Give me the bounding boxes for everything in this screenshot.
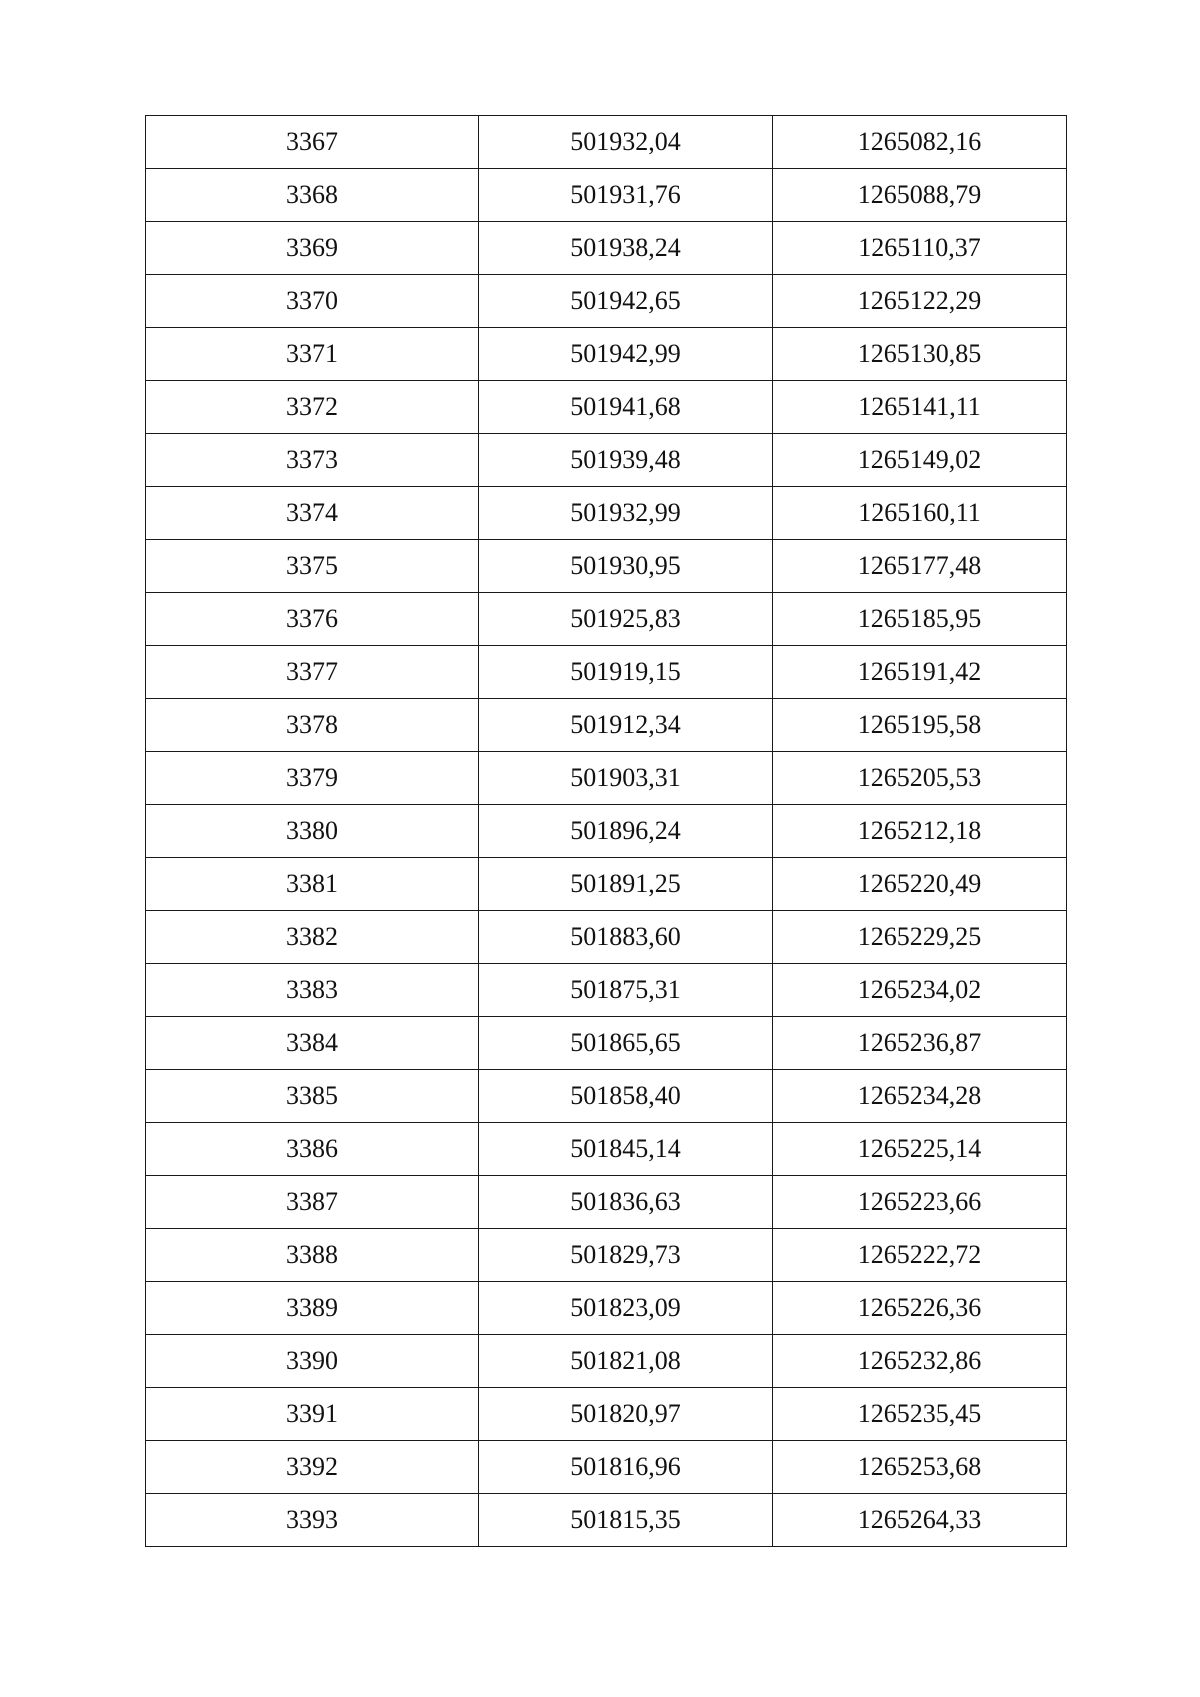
table-row xyxy=(146,1229,1067,1282)
x-coordinate-cell: 501925,83 xyxy=(479,593,773,646)
y-coordinate-cell: 1265149,02 xyxy=(773,434,1067,487)
table-row xyxy=(146,1070,1067,1123)
point-number-cell: 3376 xyxy=(146,593,479,646)
y-coordinate-cell: 1265177,48 xyxy=(773,540,1067,593)
x-coordinate-cell: 501821,08 xyxy=(479,1335,773,1388)
y-coordinate-cell: 1265141,11 xyxy=(773,381,1067,434)
table-row xyxy=(146,964,1067,1017)
table-row xyxy=(146,1017,1067,1070)
table-row xyxy=(146,752,1067,805)
y-coordinate-cell: 1265130,85 xyxy=(773,328,1067,381)
y-coordinate-cell: 1265220,49 xyxy=(773,858,1067,911)
y-coordinate-cell: 1265253,68 xyxy=(773,1441,1067,1494)
point-number-cell: 3385 xyxy=(146,1070,479,1123)
x-coordinate-cell: 501875,31 xyxy=(479,964,773,1017)
x-coordinate-cell: 501932,99 xyxy=(479,487,773,540)
point-number-cell: 3386 xyxy=(146,1123,479,1176)
table-row xyxy=(146,540,1067,593)
table-row xyxy=(146,911,1067,964)
y-coordinate-cell: 1265264,33 xyxy=(773,1494,1067,1547)
x-coordinate-cell: 501931,76 xyxy=(479,169,773,222)
point-number-cell: 3389 xyxy=(146,1282,479,1335)
point-number-cell: 3368 xyxy=(146,169,479,222)
table-row xyxy=(146,1441,1067,1494)
x-coordinate-cell: 501903,31 xyxy=(479,752,773,805)
table-row xyxy=(146,1123,1067,1176)
table-row xyxy=(146,487,1067,540)
x-coordinate-cell: 501919,15 xyxy=(479,646,773,699)
point-number-cell: 3375 xyxy=(146,540,479,593)
point-number-cell: 3380 xyxy=(146,805,479,858)
y-coordinate-cell: 1265160,11 xyxy=(773,487,1067,540)
point-number-cell: 3381 xyxy=(146,858,479,911)
x-coordinate-cell: 501815,35 xyxy=(479,1494,773,1547)
point-number-cell: 3388 xyxy=(146,1229,479,1282)
table-row xyxy=(146,858,1067,911)
y-coordinate-cell: 1265222,72 xyxy=(773,1229,1067,1282)
table-row xyxy=(146,275,1067,328)
point-number-cell: 3369 xyxy=(146,222,479,275)
y-coordinate-cell: 1265185,95 xyxy=(773,593,1067,646)
x-coordinate-cell: 501823,09 xyxy=(479,1282,773,1335)
table-row xyxy=(146,646,1067,699)
table-row xyxy=(146,381,1067,434)
point-number-cell: 3392 xyxy=(146,1441,479,1494)
y-coordinate-cell: 1265088,79 xyxy=(773,169,1067,222)
x-coordinate-cell: 501912,34 xyxy=(479,699,773,752)
table-row xyxy=(146,1494,1067,1547)
y-coordinate-cell: 1265229,25 xyxy=(773,911,1067,964)
x-coordinate-cell: 501932,04 xyxy=(479,116,773,169)
x-coordinate-cell: 501836,63 xyxy=(479,1176,773,1229)
x-coordinate-cell: 501942,99 xyxy=(479,328,773,381)
y-coordinate-cell: 1265195,58 xyxy=(773,699,1067,752)
y-coordinate-cell: 1265234,02 xyxy=(773,964,1067,1017)
point-number-cell: 3371 xyxy=(146,328,479,381)
y-coordinate-cell: 1265223,66 xyxy=(773,1176,1067,1229)
y-coordinate-cell: 1265232,86 xyxy=(773,1335,1067,1388)
point-number-cell: 3387 xyxy=(146,1176,479,1229)
y-coordinate-cell: 1265212,18 xyxy=(773,805,1067,858)
point-number-cell: 3379 xyxy=(146,752,479,805)
table-row xyxy=(146,1176,1067,1229)
table-row xyxy=(146,699,1067,752)
y-coordinate-cell: 1265226,36 xyxy=(773,1282,1067,1335)
point-number-cell: 3393 xyxy=(146,1494,479,1547)
point-number-cell: 3382 xyxy=(146,911,479,964)
point-number-cell: 3367 xyxy=(146,116,479,169)
x-coordinate-cell: 501939,48 xyxy=(479,434,773,487)
point-number-cell: 3374 xyxy=(146,487,479,540)
point-number-cell: 3370 xyxy=(146,275,479,328)
point-number-cell: 3373 xyxy=(146,434,479,487)
x-coordinate-cell: 501829,73 xyxy=(479,1229,773,1282)
y-coordinate-cell: 1265191,42 xyxy=(773,646,1067,699)
table-row xyxy=(146,222,1067,275)
y-coordinate-cell: 1265225,14 xyxy=(773,1123,1067,1176)
x-coordinate-cell: 501941,68 xyxy=(479,381,773,434)
x-coordinate-cell: 501942,65 xyxy=(479,275,773,328)
table-row xyxy=(146,1335,1067,1388)
y-coordinate-cell: 1265110,37 xyxy=(773,222,1067,275)
x-coordinate-cell: 501858,40 xyxy=(479,1070,773,1123)
point-number-cell: 3384 xyxy=(146,1017,479,1070)
table-row xyxy=(146,1388,1067,1441)
point-number-cell: 3390 xyxy=(146,1335,479,1388)
y-coordinate-cell: 1265235,45 xyxy=(773,1388,1067,1441)
point-number-cell: 3378 xyxy=(146,699,479,752)
coordinates-table-body xyxy=(146,116,1067,1547)
table-row xyxy=(146,116,1067,169)
table-row xyxy=(146,1282,1067,1335)
table-row xyxy=(146,434,1067,487)
y-coordinate-cell: 1265236,87 xyxy=(773,1017,1067,1070)
y-coordinate-cell: 1265234,28 xyxy=(773,1070,1067,1123)
x-coordinate-cell: 501845,14 xyxy=(479,1123,773,1176)
y-coordinate-cell: 1265122,29 xyxy=(773,275,1067,328)
table-row xyxy=(146,593,1067,646)
y-coordinate-cell: 1265082,16 xyxy=(773,116,1067,169)
x-coordinate-cell: 501883,60 xyxy=(479,911,773,964)
table-row xyxy=(146,328,1067,381)
point-number-cell: 3377 xyxy=(146,646,479,699)
x-coordinate-cell: 501820,97 xyxy=(479,1388,773,1441)
x-coordinate-cell: 501816,96 xyxy=(479,1441,773,1494)
x-coordinate-cell: 501865,65 xyxy=(479,1017,773,1070)
coordinates-table xyxy=(145,115,1067,1547)
x-coordinate-cell: 501938,24 xyxy=(479,222,773,275)
point-number-cell: 3372 xyxy=(146,381,479,434)
table-row xyxy=(146,169,1067,222)
point-number-cell: 3383 xyxy=(146,964,479,1017)
table-row xyxy=(146,805,1067,858)
y-coordinate-cell: 1265205,53 xyxy=(773,752,1067,805)
x-coordinate-cell: 501930,95 xyxy=(479,540,773,593)
point-number-cell: 3391 xyxy=(146,1388,479,1441)
x-coordinate-cell: 501896,24 xyxy=(479,805,773,858)
x-coordinate-cell: 501891,25 xyxy=(479,858,773,911)
